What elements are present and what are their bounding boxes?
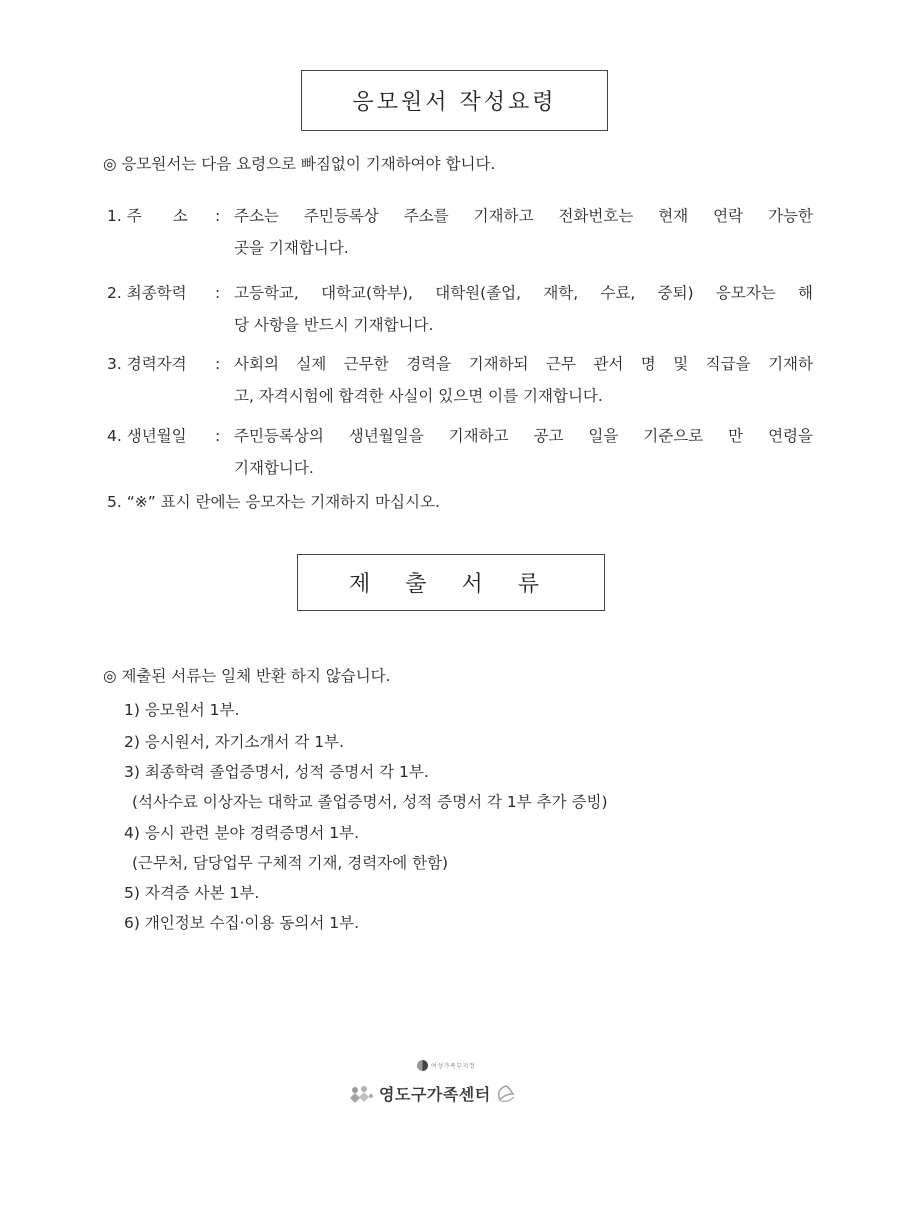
guide-item-colon: : bbox=[215, 427, 221, 445]
guide-item-label: 2. 최종학력 bbox=[107, 284, 187, 302]
guide-item-text-line1: 주소는 주민등록상 주소를 기재하고 전화번호는 현재 연락 가능한 bbox=[234, 207, 813, 225]
guide-item-label: 4. 생년월일 bbox=[107, 427, 187, 445]
family-center-logo bbox=[345, 1060, 555, 1116]
leaf-emblem-icon bbox=[495, 1084, 517, 1104]
guide-item-text-line1: 고등학교, 대학교(학부), 대학원(졸업, 재학, 수료, 중퇴) 응모자는 해 bbox=[234, 284, 813, 302]
guide-item-text-line2: 곳을 기재합니다. bbox=[234, 239, 349, 257]
document-item: 2) 응시원서, 자기소개서 각 1부. bbox=[124, 733, 345, 751]
document-item: 1) 응모원서 1부. bbox=[124, 701, 240, 719]
guide-item-text-line2: 당 사항을 반드시 기재합니다. bbox=[234, 316, 434, 334]
figures-icon bbox=[349, 1084, 375, 1104]
section-title-submission-documents: 제 출 서 류 bbox=[297, 554, 605, 611]
logo-top-row bbox=[417, 1060, 475, 1071]
guide-item-label: 3. 경력자격 bbox=[107, 355, 187, 373]
guide-item-text-line1: 사회의 실제 근무한 경력을 기재하되 근무 관서 명 및 직급을 기재하 bbox=[234, 355, 813, 373]
logo-small-text: 여성가족부지정 bbox=[431, 1063, 476, 1070]
guide-item-colon: : bbox=[215, 207, 221, 225]
documents-intro: ◎ 제출된 서류는 일체 반환 하지 않습니다. bbox=[103, 667, 391, 685]
government-seal-icon bbox=[417, 1060, 428, 1071]
guide-item-mark-note: 5. “※” 표시 란에는 응모자는 기재하지 마십시오. bbox=[107, 493, 440, 511]
guide-item-text-line2: 기재합니다. bbox=[234, 459, 314, 477]
document-item: 6) 개인정보 수집·이용 동의서 1부. bbox=[124, 914, 360, 932]
guide-item-text-line1: 주민등록상의 생년월일을 기재하고 공고 일을 기준으로 만 연령을 bbox=[234, 427, 813, 445]
section-title-application-guide: 응모원서 작성요령 bbox=[301, 70, 608, 131]
guide-item-label: 1. 주 소 bbox=[107, 207, 188, 225]
logo-name: 영도구가족센터 bbox=[379, 1085, 491, 1104]
guide-item-colon: : bbox=[215, 355, 221, 373]
document-item: 3) 최종학력 졸업증명서, 성적 증명서 각 1부. bbox=[124, 763, 429, 781]
document-item: 5) 자격증 사본 1부. bbox=[124, 884, 260, 902]
document-item-note: (근무처, 담당업무 구체적 기재, 경력자에 한함) bbox=[132, 854, 449, 872]
guide-item-text-line2: 고, 자격시험에 합격한 사실이 있으면 이를 기재합니다. bbox=[234, 387, 603, 405]
document-item: 4) 응시 관련 분야 경력증명서 1부. bbox=[124, 824, 360, 842]
guide-intro: ◎ 응모원서는 다음 요령으로 빠짐없이 기재하여야 합니다. bbox=[103, 155, 496, 173]
document-item-note: (석사수료 이상자는 대학교 졸업증명서, 성적 증명서 각 1부 추가 증빙) bbox=[132, 793, 608, 811]
logo-main-row bbox=[349, 1082, 517, 1105]
guide-item-colon: : bbox=[215, 284, 221, 302]
